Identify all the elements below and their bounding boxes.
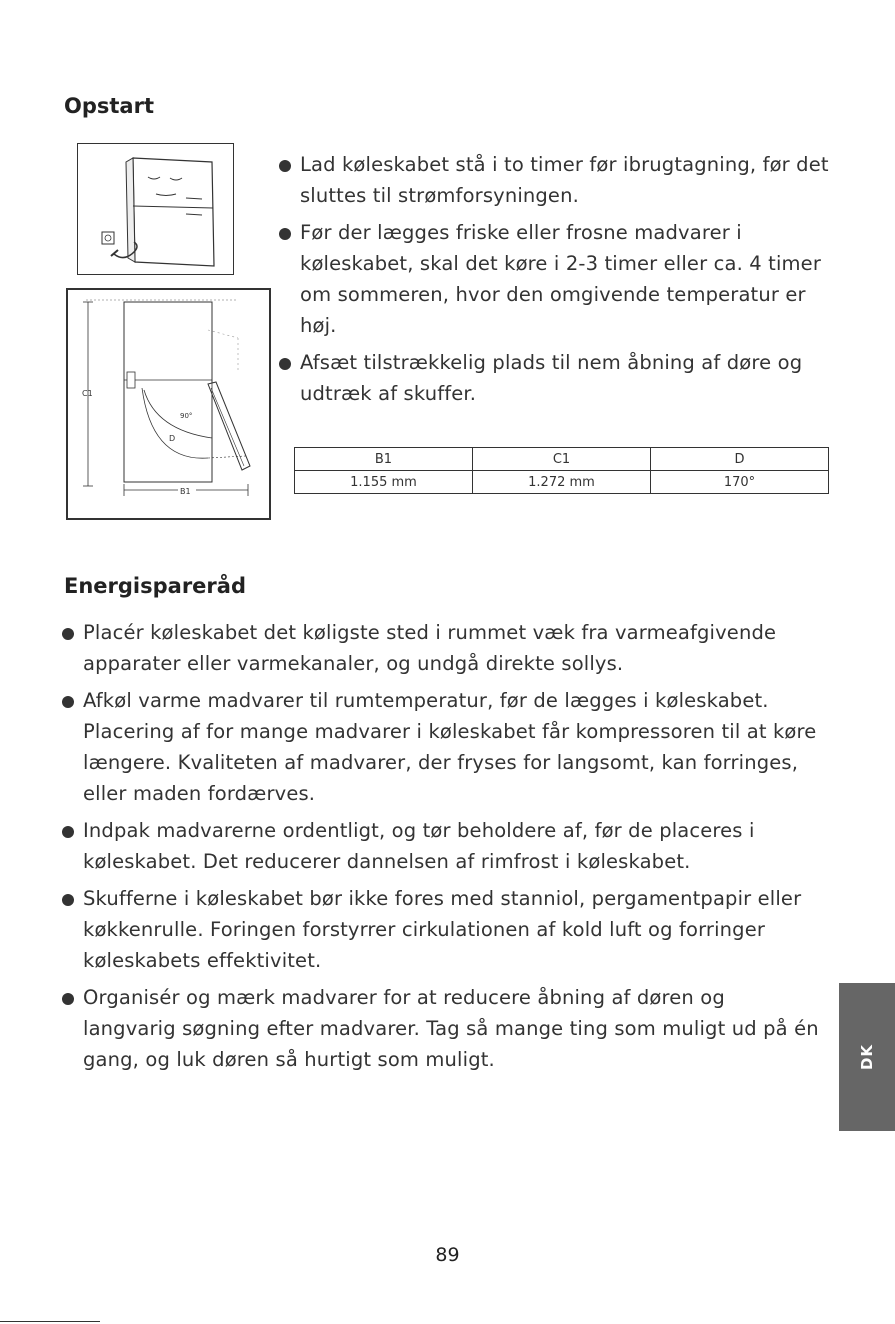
table-row [295,471,829,494]
page-number: 89 [435,1244,460,1266]
label-b1: B1 [180,487,191,496]
list-item: Organisér og mærk madvarer for at reducere åbning af døren og langvarig søgning efter madvarer. Tag så mange ting som muligt ud på én gang, og luk døren så hurtigt som muligt. [62,982,822,1075]
section-heading-opstart: Opstart [64,94,154,118]
label-angle: 90° [180,412,193,420]
language-tab [839,983,895,1131]
list-item: Indpak madvarerne ordentligt, og tør beholdere af, før de placeres i køleskabet. Det reducerer dannelsen af rimfrost i køleskabet. [62,815,822,877]
door-opening-icon [68,290,269,518]
list-item: Skufferne i køleskabet bør ikke fores med stanniol, pergamentpapir eller køkkenrulle. Foringen forstyrrer cirkulationen af kold luft og forringer køleskabets effektivitet. [62,883,822,976]
section-heading-energispareraad: Energispareråd [64,574,246,598]
table-cell-c1: 1.272 mm [473,471,651,494]
list-item: Placér køleskabet det køligste sted i rummet væk fra varmeafgivende apparater eller varmekanaler, og undgå direkte sollys. [62,617,822,679]
language-tab-label: DK [858,1043,876,1071]
table-header-d: D [651,448,829,471]
table-header-c1: C1 [473,448,651,471]
list-item: Før der lægges friske eller frosne madvarer i køleskabet, skal det køre i 2-3 timer eller ca. 4 timer om sommeren, hvor den omgivende temperatur er høj. [279,217,839,341]
door-clearance-diagram [66,288,271,520]
fridge-power-illustration [77,143,234,275]
dimensions-table [294,447,829,494]
label-c1: C1 [82,389,93,398]
table-cell-d: 170° [651,471,829,494]
list-item: Afkøl varme madvarer til rumtemperatur, før de lægges i køleskabet. Placering af for mange madvarer i køleskabet får kompressoren til at køre længere. Kvaliteten af madvarer, der fryses for langsomt, kan forringes, eller maden fordærves. [62,685,822,809]
list-item: Lad køleskabet stå i to timer før ibrugtagning, før det sluttes til strømforsyningen. [279,149,839,211]
table-cell-b1: 1.155 mm [295,471,473,494]
opstart-bullet-list [279,149,839,415]
table-header-row [295,448,829,471]
footer-rule [0,1321,100,1322]
fridge-plug-icon [78,144,233,274]
list-item: Afsæt tilstrækkelig plads til nem åbning af døre og udtræk af skuffer. [279,347,839,409]
table-header-b1: B1 [295,448,473,471]
label-d: D [169,434,176,443]
energi-bullet-list [62,617,822,1081]
